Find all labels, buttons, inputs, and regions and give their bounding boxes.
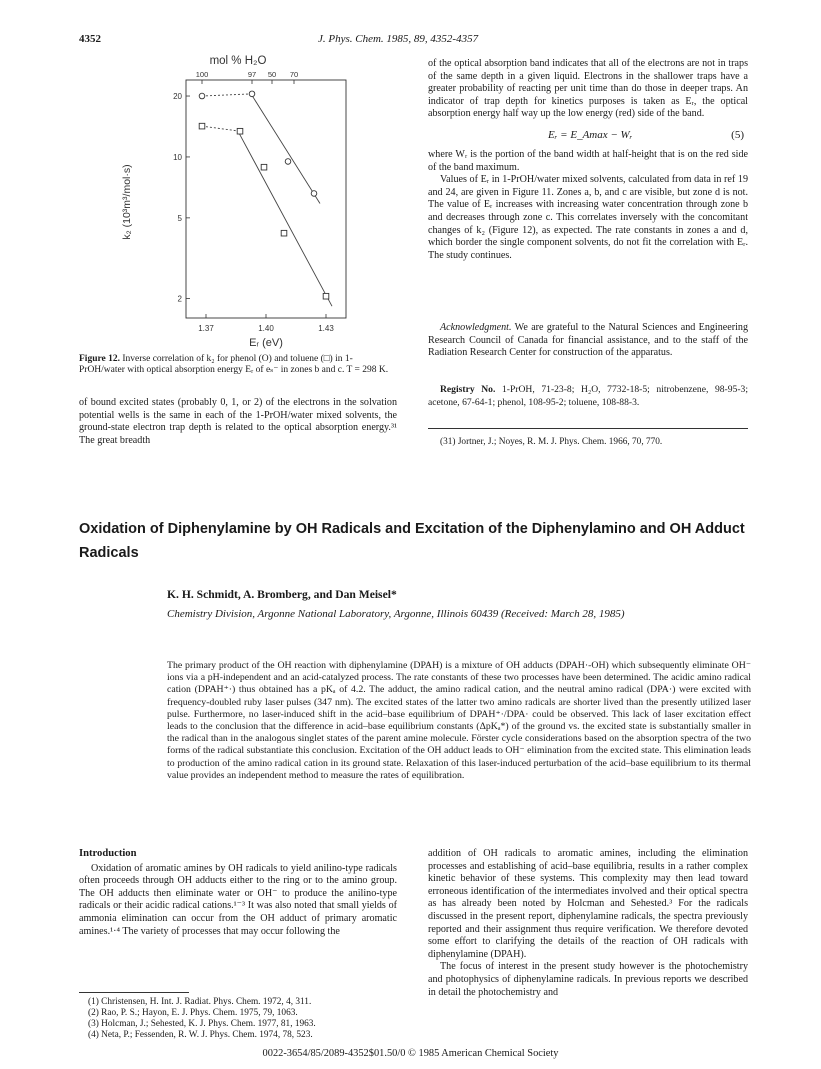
intro-right-paragraph-2: The focus of interest in the present study however is the photochemistry and photophysics of diphenylamine radicals. In previous reports we described in detail the photochemistry and bbox=[428, 961, 748, 998]
top-tick-label: 70 bbox=[289, 70, 299, 79]
toluene-point bbox=[261, 164, 267, 170]
figure-caption-text: Inverse correlation of k₂ for phenol (O) and toluene (□) in 1-PrOH/water with optical absorption energy Eᵣ of eₛ⁻ in zones b and c. T = 298 K. bbox=[79, 354, 389, 376]
left-column-text bbox=[79, 397, 397, 447]
left-paragraph: of bound excited states (probably 0, 1, or 2) of the electrons in the solvation potential wells is the same in each of the 1-PrOH/water mixed solvents, the ground-state electron trap depth is related to the optical absorption energy.³¹ The great breadth bbox=[79, 397, 397, 446]
phenol-point bbox=[285, 159, 291, 165]
registry-label: Registry No. bbox=[440, 384, 496, 395]
ack-label: Acknowledgment. bbox=[440, 322, 512, 333]
right-paragraph-3: Values of Eᵣ in 1-PrOH/water mixed solvents, calculated from data in ref 19 and 24, are given in Figure 11. Zones a, b, and c are visible, but zone d is not. The value of Eᵣ increases with increasing water concentration through zone b and decreases through zone c. This correlates inversely with the concomitant changes of k₂ (Figure 12), as expected. The rate constants in zones a and d, which border the single component solvents, do not fit the correlation with Eᵣ. The study continues. bbox=[428, 174, 748, 261]
phenol-point bbox=[311, 191, 317, 197]
registry-numbers bbox=[428, 384, 748, 409]
reference-rule bbox=[428, 428, 748, 429]
toluene-point bbox=[237, 128, 243, 134]
right-paragraph-1: of the optical absorption band indicates that all of the electrons are not in traps of the same depth in a given liquid. Electrons in the shallower traps have a greater probability of reacting per unit time than do those in deeper traps. An indicator of trap depth for kinetics purposes is taken as Eᵣ, the optical absorption energy half way up the low energy (red) side of the band. bbox=[428, 58, 748, 120]
journal-header: J. Phys. Chem. 1985, 89, 4352-4357 bbox=[318, 33, 479, 45]
toluene-point bbox=[281, 230, 287, 236]
footnote-rule bbox=[79, 992, 189, 993]
reference-31: (31) Jortner, J.; Noyes, R. M. J. Phys. Chem. 1966, 70, 770. bbox=[440, 437, 663, 447]
toluene-fit-line bbox=[238, 131, 332, 306]
toluene-point bbox=[323, 293, 329, 299]
ref-3: (3) Holcman, J.; Sehested, K. J. Phys. Chem. 1977, 81, 1963. bbox=[88, 1019, 316, 1029]
top-axis-label: mol % H₂O bbox=[209, 55, 267, 67]
phenol-fit-line bbox=[251, 94, 320, 204]
intro-left bbox=[79, 848, 397, 938]
y-axis-label: k₂ (10³m³/mol·s) bbox=[121, 164, 133, 240]
ref-4: (4) Neta, P.; Fessenden, R. W. J. Phys. Chem. 1974, 78, 523. bbox=[88, 1030, 313, 1040]
ref-2: (2) Rao, P. S.; Hayon, E. J. Phys. Chem. 1975, 79, 1063. bbox=[88, 1008, 298, 1018]
ack-text: We are grateful to the Natural Sciences and Engineering Research Council of Canada for financial assistance, and to the staff of the Radiation Research Center for construction of the apparatus. bbox=[428, 322, 748, 359]
intro-right-paragraph-1: addition of OH radicals to aromatic amines, including the elimination processes and establishing of acid–base equilibria, results in a rather complex kinetic behavior of these systems. This complexity may then lead toward erroneous identification of the intermediates involved and their optical spectra as has already been noted by Holcman and Sehested.³ For the radicals discussed in the present report, diphenylamine radicals, the spectra previously reported and their assignment thus require verification. We therefore devoted some effort to clarifying the details of the reaction of OH radicals with diphenylamine (DPAH). bbox=[428, 848, 748, 960]
x-tick-label: 1.43 bbox=[318, 324, 334, 333]
page-number: 4352 bbox=[79, 33, 101, 45]
figure-12-chart bbox=[110, 52, 360, 352]
phenol-point bbox=[199, 93, 205, 99]
y-tick-label: 20 bbox=[173, 92, 182, 102]
plot-frame bbox=[186, 80, 346, 318]
top-tick-label: 97 bbox=[247, 70, 257, 79]
article-title: Oxidation of Diphenylamine by OH Radicals and Excitation of the Diphenylamino and OH Adduct Radicals bbox=[79, 521, 745, 561]
toluene-point bbox=[199, 123, 205, 129]
page-footer: 0022-3654/85/2089-4352$01.50/0 © 1985 American Chemical Society bbox=[262, 1048, 559, 1059]
article-abstract: The primary product of the OH reaction with diphenylamine (DPAH) is a mixture of OH adducts (DPAH·-OH) which subsequently eliminate OH⁻ ions via a pH-independent and an acid-catalyzed process. The rate constants of these two processes have been determined. The acidic amino radical cation (DPAH⁺·) thus obtained has a pKₐ of 4.2. The adduct, the amino radical cation, and the neutral amino radical (DPA·) were excited with frequency-doubled ruby laser pulses (347 nm). The excited states of the latter two amino radicals are shorter lived than the presently utilized laser pulse. Furthermore, no laser-induced shift in the acid–base equilibrium of DPAH⁺·/DPA· could be observed. This lack of laser excitation effect leads to the conclusion that the difference in acid–base equilibrium constants (ΔpKₐ*) of the ground vs. the excited state is substantially smaller in the radical than in the analogous singlet states of the parent amine molecule. Förster cycle considerations based on the absorption spectra of the two forms of the radical substantiate this conclusion. Excitation of the OH adduct leads to OH⁻ elimination from the excited state. This elimination leads to production of the amino radical cation in its ground state. Relaxation of this laser-induced perturbation of the acid–base equilibrium to its thermal value provides an independent method to measure the rates of equilibration. bbox=[167, 660, 751, 781]
figure-caption bbox=[79, 354, 397, 377]
intro-right bbox=[428, 848, 748, 999]
top-tick-label: 100 bbox=[195, 70, 209, 79]
registry-text: 1-PrOH, 71-23-8; H₂O, 7732-18-5; nitrobenzene, 98-95-3; acetone, 67-64-1; phenol, 108-95-2; toluene, 108-88-3. bbox=[428, 384, 748, 408]
equation-5 bbox=[428, 121, 748, 149]
top-tick-label: 50 bbox=[267, 70, 277, 79]
x-tick-label: 1.37 bbox=[198, 324, 214, 333]
article-affiliation: Chemistry Division, Argonne National Laboratory, Argonne, Illinois 60439 (Received: March 28, 1985) bbox=[167, 608, 625, 620]
intro-heading: Introduction bbox=[79, 848, 137, 859]
x-axis-label: Eᵣ (eV) bbox=[249, 337, 283, 349]
intro-references bbox=[88, 997, 398, 1041]
acknowledgment bbox=[428, 322, 748, 360]
right-paragraph-2: where Wᵣ is the portion of the band width at half-height that is on the red side of the band maximum. bbox=[428, 148, 748, 173]
toluene-dashed-line bbox=[202, 126, 240, 131]
equation-number: (5) bbox=[731, 128, 744, 141]
figure-caption-label: Figure 12. bbox=[79, 354, 120, 364]
x-tick-label: 1.40 bbox=[258, 324, 274, 333]
right-column-text bbox=[428, 58, 748, 262]
ref-1: (1) Christensen, H. Int. J. Radiat. Phys. Chem. 1972, 4, 311. bbox=[88, 997, 312, 1007]
equation-body: Eᵣ = E_Amax − Wᵣ bbox=[548, 128, 633, 141]
y-tick-label: 10 bbox=[173, 152, 182, 162]
y-tick-label: 2 bbox=[177, 294, 182, 304]
y-tick-label: 5 bbox=[177, 213, 182, 223]
intro-paragraph-1: Oxidation of aromatic amines by OH radicals to yield anilino-type radicals often proceeds through OH adducts either to the ring or to the amino group. The OH adducts then eliminate water or OH⁻ to produce the anilino-type radicals or their acidic radical cations.¹⁻³ It was also noted that small yields of ammonia elimination can occur from the OH adduct of primary aromatic amines.¹·⁴ The variety of processes that may occur following the bbox=[79, 862, 397, 937]
phenol-dashed-line bbox=[202, 94, 252, 96]
phenol-point bbox=[249, 91, 255, 97]
article-authors: K. H. Schmidt, A. Bromberg, and Dan Meisel* bbox=[167, 588, 397, 601]
